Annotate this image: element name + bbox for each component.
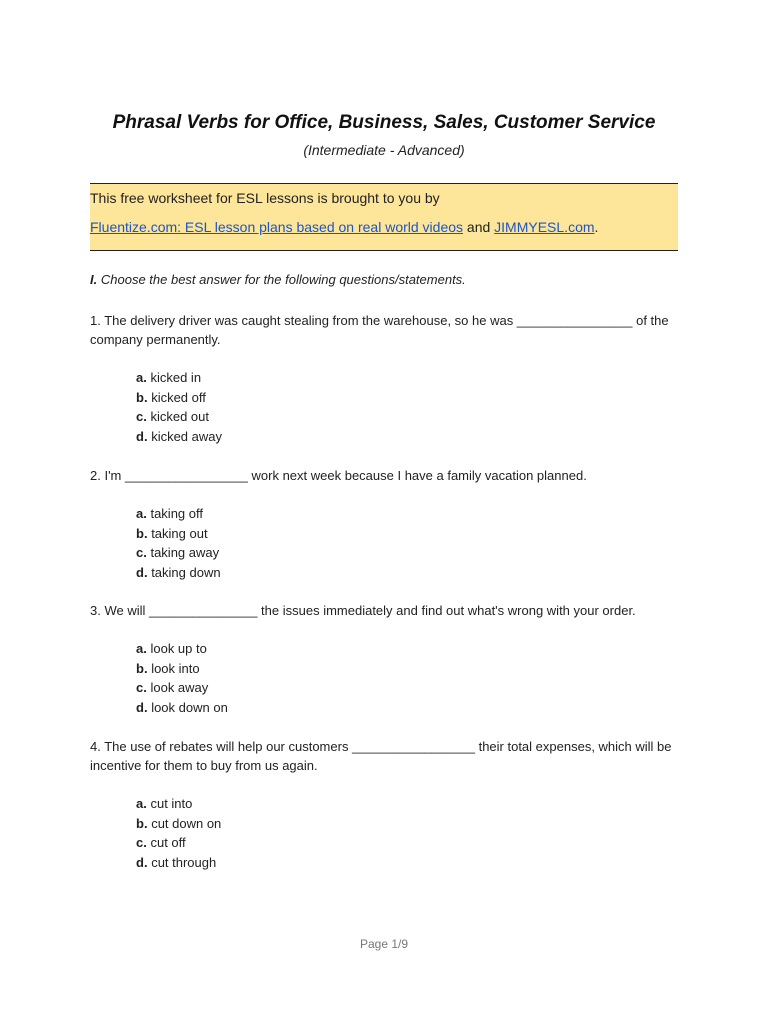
option-letter: c. bbox=[136, 545, 147, 560]
option-text: taking down bbox=[151, 564, 221, 580]
option-letter: b. bbox=[136, 525, 148, 541]
option-letter: d. bbox=[136, 854, 148, 870]
option-letter: c. bbox=[136, 680, 147, 695]
promo-links-line bbox=[90, 219, 598, 235]
question-1: 1. The delivery driver was caught stealing from the warehouse, so he was ________________ of the company permanently. bbox=[90, 313, 669, 347]
option-item bbox=[136, 678, 228, 698]
option-text: kicked away bbox=[151, 428, 222, 444]
question-4-options bbox=[136, 794, 221, 872]
option-item bbox=[136, 814, 221, 834]
option-item bbox=[136, 833, 221, 853]
option-text: cut down on bbox=[151, 815, 222, 831]
option-item bbox=[136, 563, 221, 583]
section-number: I. bbox=[90, 272, 98, 287]
promo-period: . bbox=[594, 219, 599, 235]
option-text: taking away bbox=[150, 545, 220, 560]
option-text: taking off bbox=[150, 506, 203, 521]
option-item bbox=[136, 388, 222, 408]
question-2-options bbox=[136, 504, 221, 582]
promo-and-text: and bbox=[466, 219, 491, 235]
question-1-options bbox=[136, 368, 222, 446]
question-3-options bbox=[136, 639, 228, 717]
option-text: kicked in bbox=[150, 370, 202, 385]
instructions-text: Choose the best answer for the following questions/statements. bbox=[100, 272, 466, 287]
option-text: cut off bbox=[150, 835, 186, 850]
option-letter: d. bbox=[136, 428, 148, 444]
option-letter: c. bbox=[136, 409, 147, 424]
option-item bbox=[136, 427, 222, 447]
page-number: Page 1/9 bbox=[359, 937, 409, 951]
option-item bbox=[136, 853, 221, 873]
question-2: 2. I'm _________________ work next week because I have a family vacation planned. bbox=[90, 468, 587, 483]
option-item bbox=[136, 698, 228, 718]
option-letter: d. bbox=[136, 564, 148, 580]
option-letter: a. bbox=[136, 641, 147, 656]
option-text: look up to bbox=[150, 641, 207, 656]
fluentize-link[interactable]: Fluentize.com: ESL lesson plans based on real world videos bbox=[90, 219, 464, 235]
option-item bbox=[136, 407, 222, 427]
worksheet-subtitle: (Intermediate - Advanced) bbox=[303, 142, 465, 158]
option-item bbox=[136, 524, 221, 544]
option-text: look into bbox=[151, 660, 200, 676]
option-text: look down on bbox=[151, 699, 228, 715]
option-text: cut through bbox=[151, 854, 217, 870]
option-letter: b. bbox=[136, 389, 148, 405]
option-item bbox=[136, 659, 228, 679]
option-letter: b. bbox=[136, 660, 148, 676]
promo-text: This free worksheet for ESL lessons is brought to you by bbox=[90, 190, 440, 206]
option-text: kicked off bbox=[151, 389, 206, 405]
option-letter: c. bbox=[136, 835, 147, 850]
option-letter: a. bbox=[136, 370, 147, 385]
option-letter: a. bbox=[136, 796, 147, 811]
option-item bbox=[136, 504, 221, 524]
option-letter: d. bbox=[136, 699, 148, 715]
worksheet-title: Phrasal Verbs for Office, Business, Sales, Customer Service bbox=[112, 112, 656, 133]
option-item bbox=[136, 639, 228, 659]
question-4: 4. The use of rebates will help our customers _________________ their total expenses, which will be incentive for them to buy from us again. bbox=[90, 739, 672, 773]
question-3: 3. We will _______________ the issues immediately and find out what's wrong with your order. bbox=[90, 603, 636, 618]
section-instructions bbox=[90, 272, 466, 287]
jimmyesl-link[interactable]: JIMMYESL.com bbox=[494, 219, 595, 235]
option-text: look away bbox=[150, 680, 209, 695]
option-item bbox=[136, 368, 222, 388]
option-text: cut into bbox=[150, 796, 193, 811]
option-text: taking out bbox=[151, 525, 208, 541]
promo-banner bbox=[90, 183, 678, 251]
option-item bbox=[136, 794, 221, 814]
option-text: kicked out bbox=[150, 409, 210, 424]
option-letter: a. bbox=[136, 506, 147, 521]
option-letter: b. bbox=[136, 815, 148, 831]
option-item bbox=[136, 543, 221, 563]
